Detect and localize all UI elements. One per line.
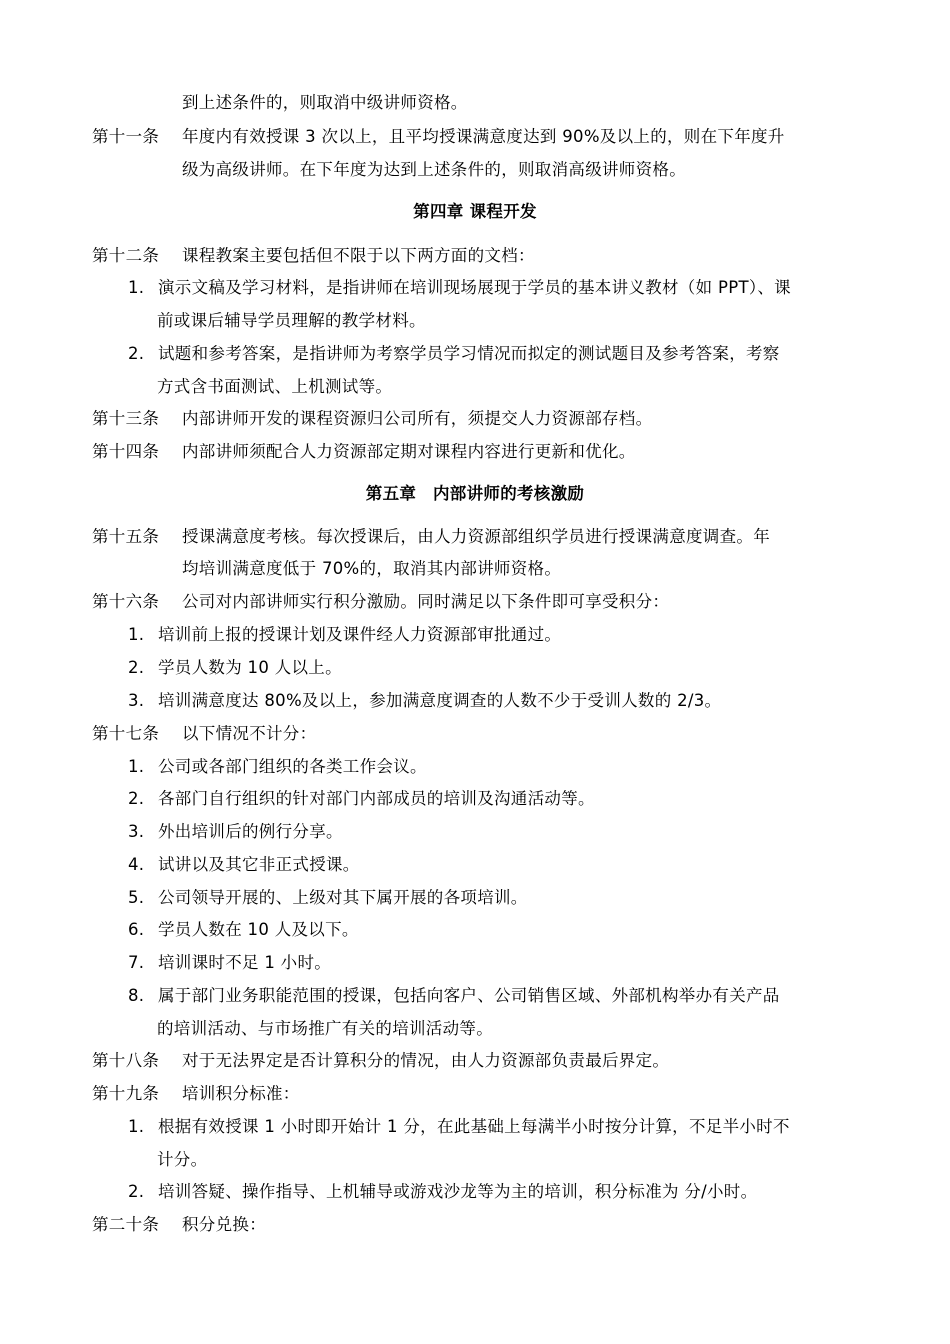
line-text: 级为高级讲师。在下年度为达到上述条件的，则取消高级讲师资格。 bbox=[182, 160, 686, 179]
article-line bbox=[92, 1077, 300, 1110]
article-line bbox=[92, 585, 670, 618]
line-text: 的培训活动、与市场推广有关的培训活动等。 bbox=[157, 1019, 493, 1038]
line-text: 公司对内部讲师实行积分激励。同时满足以下条件即可享受积分： bbox=[182, 592, 670, 611]
line-text: 试讲以及其它非正式授课。 bbox=[158, 855, 360, 874]
continuation-line bbox=[182, 86, 950, 119]
line-text: 前或课后辅导学员理解的教学材料。 bbox=[157, 311, 426, 330]
continuation-line bbox=[157, 1143, 937, 1176]
item-number: 6. bbox=[128, 920, 145, 939]
continuation-line bbox=[157, 1012, 937, 1045]
list-item bbox=[128, 782, 908, 815]
line-text: 第四章 课程开发 bbox=[413, 202, 537, 221]
article-line bbox=[92, 717, 317, 750]
line-text: 演示文稿及学习材料，是指讲师在培训现场展现于学员的基本讲义教材（如 PPT）、课 bbox=[158, 278, 791, 297]
line-text: 内部讲师开发的课程资源归公司所有，须提交人力资源部存档。 bbox=[182, 409, 653, 428]
article-number: 第十二条 bbox=[92, 246, 160, 265]
line-text: 培训积分标准： bbox=[182, 1084, 300, 1103]
item-number: 4. bbox=[128, 855, 145, 874]
continuation-line bbox=[182, 153, 950, 186]
article-line bbox=[92, 239, 535, 272]
item-number: 1. bbox=[128, 625, 145, 644]
line-text: 培训前上报的授课计划及课件经人力资源部审批通过。 bbox=[158, 625, 562, 644]
article-number: 第二十条 bbox=[92, 1215, 160, 1234]
article-line bbox=[92, 402, 653, 435]
item-number: 3. bbox=[128, 822, 145, 841]
line-text: 授课满意度考核。每次授课后，由人力资源部组织学员进行授课满意度调查。年 bbox=[182, 527, 770, 546]
line-text: 到上述条件的，则取消中级讲师资格。 bbox=[182, 93, 468, 112]
line-text: 计分。 bbox=[157, 1150, 208, 1169]
article-number: 第十八条 bbox=[92, 1051, 160, 1070]
item-number: 2. bbox=[128, 658, 145, 677]
continuation-line bbox=[157, 304, 937, 337]
line-text: 培训课时不足 1 小时。 bbox=[158, 953, 332, 972]
line-text: 均培训满意度低于 70%的，取消其内部讲师资格。 bbox=[182, 559, 562, 578]
line-text: 以下情况不计分： bbox=[182, 724, 317, 743]
article-line bbox=[92, 120, 785, 153]
item-number: 2. bbox=[128, 789, 145, 808]
item-number: 3. bbox=[128, 691, 145, 710]
list-item bbox=[128, 750, 908, 783]
item-number: 1. bbox=[128, 1117, 145, 1136]
line-text: 课程教案主要包括但不限于以下两方面的文档： bbox=[182, 246, 535, 265]
article-number: 第十五条 bbox=[92, 527, 160, 546]
article-number: 第十四条 bbox=[92, 442, 160, 461]
list-item bbox=[128, 618, 908, 651]
line-text: 第五章 内部讲师的考核激励 bbox=[365, 484, 585, 503]
line-text: 公司或各部门组织的各类工作会议。 bbox=[158, 757, 427, 776]
line-text: 外出培训后的例行分享。 bbox=[158, 822, 343, 841]
list-item bbox=[128, 1175, 908, 1208]
article-number: 第十七条 bbox=[92, 724, 160, 743]
article-number: 第十三条 bbox=[92, 409, 160, 428]
article-number: 第十九条 bbox=[92, 1084, 160, 1103]
list-item bbox=[128, 815, 908, 848]
item-number: 1. bbox=[128, 757, 145, 776]
continuation-line bbox=[157, 370, 937, 403]
article-line bbox=[92, 1208, 266, 1241]
line-text: 各部门自行组织的针对部门内部成员的培训及沟通活动等。 bbox=[158, 789, 595, 808]
list-item bbox=[128, 337, 908, 370]
line-text: 属于部门业务职能范围的授课，包括向客户、公司销售区域、外部机构举办有关产品 bbox=[158, 986, 780, 1005]
item-number: 7. bbox=[128, 953, 145, 972]
line-text: 公司领导开展的、上级对其下属开展的各项培训。 bbox=[158, 888, 528, 907]
list-item bbox=[128, 684, 908, 717]
article-number: 第十六条 bbox=[92, 592, 160, 611]
line-text: 方式含书面测试、上机测试等。 bbox=[157, 377, 393, 396]
article-number: 第十一条 bbox=[92, 127, 160, 146]
list-item bbox=[128, 848, 908, 881]
chapter-heading bbox=[0, 477, 950, 510]
list-item bbox=[128, 979, 908, 1012]
line-text: 对于无法界定是否计算积分的情况，由人力资源部负责最后界定。 bbox=[182, 1051, 670, 1070]
line-text: 学员人数在 10 人及以下。 bbox=[158, 920, 359, 939]
line-text: 培训答疑、操作指导、上机辅导或游戏沙龙等为主的培训，积分标准为 分/小时。 bbox=[158, 1182, 758, 1201]
item-number: 8. bbox=[128, 986, 145, 1005]
article-line bbox=[92, 520, 770, 553]
item-number: 2. bbox=[128, 344, 145, 363]
continuation-line bbox=[182, 552, 950, 585]
list-item bbox=[128, 651, 908, 684]
line-text: 年度内有效授课 3 次以上，且平均授课满意度达到 90%及以上的，则在下年度升 bbox=[182, 127, 785, 146]
item-number: 2. bbox=[128, 1182, 145, 1201]
article-line bbox=[92, 1044, 670, 1077]
list-item bbox=[128, 271, 908, 304]
item-number: 5. bbox=[128, 888, 145, 907]
list-item bbox=[128, 913, 908, 946]
line-text: 培训满意度达 80%及以上，参加满意度调查的人数不少于受训人数的 2/3。 bbox=[158, 691, 722, 710]
line-text: 积分兑换： bbox=[182, 1215, 266, 1234]
line-text: 学员人数为 10 人以上。 bbox=[158, 658, 342, 677]
line-text: 试题和参考答案，是指讲师为考察学员学习情况而拟定的测试题目及参考答案，考察 bbox=[158, 344, 780, 363]
list-item bbox=[128, 1110, 908, 1143]
list-item bbox=[128, 946, 908, 979]
line-text: 内部讲师须配合人力资源部定期对课程内容进行更新和优化。 bbox=[182, 442, 636, 461]
article-line bbox=[92, 435, 636, 468]
line-text: 根据有效授课 1 小时即开始计 1 分，在此基础上每满半小时按分计算，不足半小时不 bbox=[158, 1117, 790, 1136]
chapter-heading bbox=[0, 195, 950, 228]
item-number: 1. bbox=[128, 278, 145, 297]
list-item bbox=[128, 881, 908, 914]
